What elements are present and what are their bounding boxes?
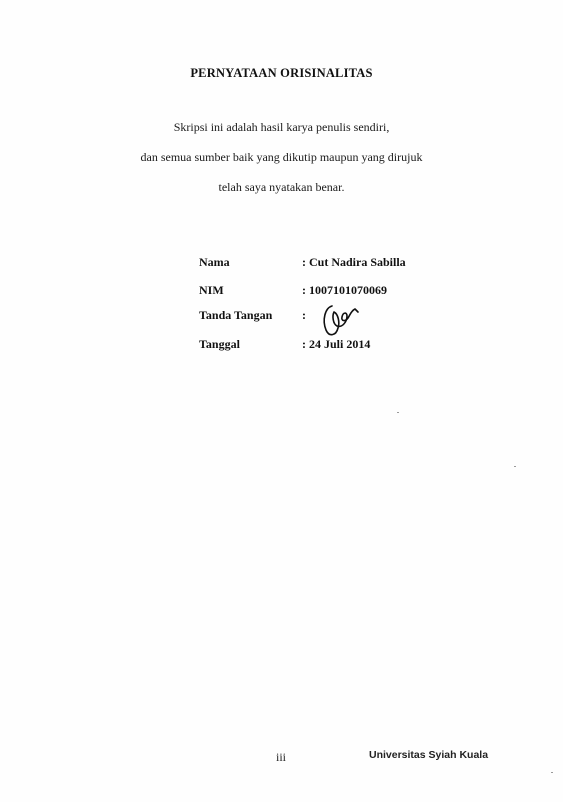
scan-speck [551, 772, 553, 773]
field-value-tanggal: : 24 Juli 2014 [302, 337, 371, 351]
field-label-nama: Nama [199, 255, 230, 269]
field-value-nim: : 1007101070069 [302, 283, 387, 297]
statement-line-1: Skripsi ini adalah hasil karya penulis sendiri, [173, 120, 390, 134]
scan-speck [514, 466, 516, 467]
field-value-nama: : Cut Nadira Sabilla [302, 255, 406, 269]
field-label-nim: NIM [199, 283, 224, 297]
institution-name: Universitas Syiah Kuala [369, 749, 489, 761]
page-number: iii [276, 750, 287, 764]
field-label-tanggal: Tanggal [199, 337, 240, 351]
page-title: PERNYATAAN ORISINALITAS [190, 66, 373, 80]
signature-icon [320, 300, 360, 338]
statement-line-2: dan semua sumber baik yang dikutip maupun yang dirujuk [140, 150, 423, 164]
statement-line-3: telah saya nyatakan benar. [218, 180, 345, 194]
field-label-tanda-tangan: Tanda Tangan [199, 308, 273, 322]
scan-speck [397, 412, 399, 413]
field-value-tanda-tangan: : [302, 308, 306, 322]
